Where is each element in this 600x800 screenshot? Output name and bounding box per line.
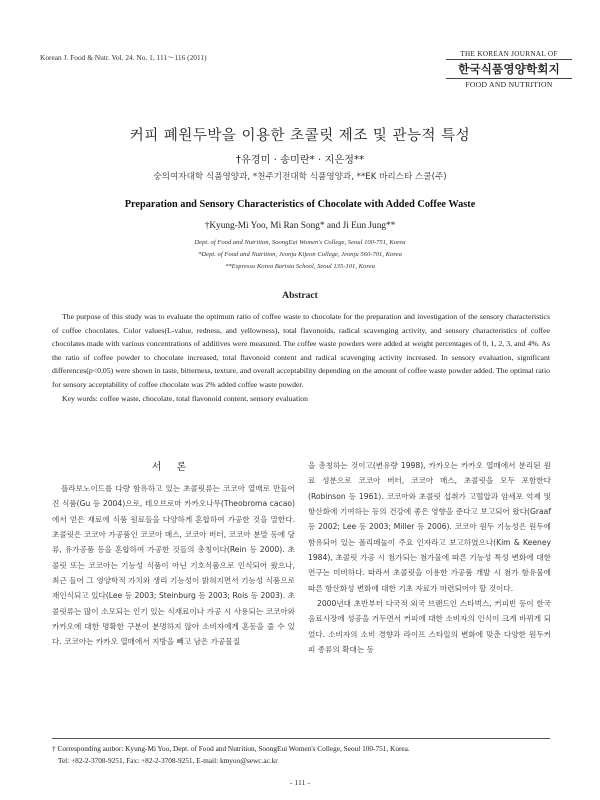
- paper-title-english: Preparation and Sensory Characteristics of Chocolate with Added Coffee Waste: [124, 199, 476, 210]
- left-column: [52, 481, 295, 650]
- journal-logo: [446, 50, 572, 89]
- section-heading-introduction: 서 론: [151, 462, 193, 473]
- footnote-divider: [52, 738, 550, 739]
- paper-title-korean: 커피 폐원두박을 이용한 초콜릿 제조 및 관능적 특성: [129, 128, 471, 144]
- journal-name-korean: 한국식품영양학회지: [458, 62, 560, 76]
- affiliations-korean: 숭의여자대학 식품영양과, *천주기전대학 식품영양과, **EK 바리스타 스쿨(주): [153, 172, 447, 182]
- affiliation-english-3: **Espresso Korea Barista School, Seoul 135-101, Korea: [225, 263, 375, 270]
- authors-english: †Kyung-Mi Yoo, Mi Ran Song* and Ji Eun Jung**: [204, 221, 396, 231]
- intro-paragraph-1: 플라보노이드를 다량 함유하고 있는 초콜릿류는 코코아 열매로 만들어진 식품(Gu 등 2004)으로, 테오브로마 카카오나무(Theobroma cacao)에서 얻은 재료에 식품 원료들을 다양하게 혼합하여 가공한 것을 말한다. 초콜릿은 코코아 가공품인 코코아 매스, 코코아 버터, 코코아 분말 등에 당류, 유가공품 등을 혼합하여 가공한 것들의 총칭이다(Rein 등 2000). 초콜릿 또는 코코아는 기능성 식품이 아닌 기호식품으로 인식되어 왔으나, 최근 들어 그 영양학적 가치와 생리 기능성이 밝혀지면서 기능성 식품으로 재인식되고 있다(Lee 등 2003; Steinburg 등 2003; Rois 등 2003). 초콜릿류는 많이 소모되는 인기 있는 식재료이나 가공 시 사용되는 코코아와 카카오에 대한 명확한 구분이 분명하지 않아 소비자에게 혼동을 줄 수 있다. 코코아는 카카오 열매에서 지방을 빼고 남은 가공물질: [52, 484, 295, 647]
- intro-paragraph-2: 2000년대 초반부터 다국적 외국 브랜드인 스타벅스, 커피빈 등이 한국 음료시장에 성공을 거두면서 커피에 대한 소비자의 인식이 크게 바뀌게 되었다. 소비자의 소비 경향과 라이프 스타일의 변화에 맞춘 다양한 원두커피 종류의 확대는 동: [308, 599, 551, 655]
- keywords: Key words: coffee waste, chocolate, total flavonoid content, sensory evaluation: [62, 393, 309, 403]
- abstract-body: The purpose of this study was to evaluate the optimum ratio of coffee waste to chocolate for the preparation and investigation of the sensory characteristics of coffee chocolates. Color values(L-value, redness, and yellowness), total flavonoids, radical scavenging activity, and sensory characteristics of coffee chocolates made with various concentrations of additives were measured. The coffee waste powders were added at weight percentages of 0, 1, 2, 3, and 4%. As the ratio of coffee powder to chocolate increased, total flavonoid content and radical scavenging activity increased. In sensory evaluation, significant differences(p<0.05) were shown in taste, bitterness, texture, and overall acceptability depending on the amount of coffee waste powder added. The optimal ratio for sensory acceptability of coffee chocolate was 2% added coffee waste powder.: [52, 312, 550, 389]
- page-number: - 111 -: [289, 778, 311, 787]
- right-column: [308, 458, 551, 657]
- journal-name-line3: FOOD AND NUTRITION: [446, 78, 572, 89]
- abstract-block: [52, 310, 550, 405]
- affiliation-english-2: *Dept. of Food and Nutrition, Jeonju Kijeon College, Jeonju 560-701, Korea: [198, 251, 402, 258]
- footnote-contact: Tel: +82-2-3708-9251, Fax: +82-2-3708-9251, E-mail: kmyoo@sewc.ac.kr: [58, 756, 278, 765]
- footnote: [52, 743, 552, 767]
- journal-name-line1: THE KOREAN JOURNAL OF: [446, 50, 572, 60]
- journal-citation: Korean J. Food & Nutr. Vol. 24. No. 1, 111～116 (2011): [40, 53, 207, 62]
- authors-korean: †유경미 · 송미란* · 지은정**: [235, 155, 365, 166]
- intro-paragraph-continued: 을 총칭하는 것이고(변유량 1998), 카카오는 카카오 열매에서 분리된 원료 성분으로 코코아 버터, 코코아 매스, 초콜릿을 모두 포함한다(Robinson 등 1961). 코코아와 초콜릿 섭취가 고혈압과 암세포 억제 및 항산화에 기여하는 등의 건강에 좋은 영향을 준다고 보고되어 왔다(Graaf 등 2002; Lee 등 2003; Miller 등 2006). 코코아 원두 기능성은 원두에 함유되어 있는 폴리페놀이 주요 인자라고 보고하였으나(Kim & Keeney 1984), 초콜릿 가공 시 첨가되는 첨가물에 따른 기능성 특성 변화에 대한 연구는 미비하다. 따라서 초콜릿을 이용한 가공품 개발 시 첨가 함유물에 따른 항산화성 변화에 대한 기초 자료가 마련되어야 할 것이다.: [308, 461, 551, 593]
- footnote-corresponding-author: † Corresponding author: Kyung-Mi Yoo, Dept. of Food and Nutrition, SoongEui Women's College, Seoul 100-751, Korea.: [52, 744, 410, 753]
- affiliation-english-1: Dept. of Food and Nutrition, SoongEui Women's College, Seoul 100-751, Korea: [194, 239, 406, 246]
- abstract-heading: Abstract: [282, 290, 318, 301]
